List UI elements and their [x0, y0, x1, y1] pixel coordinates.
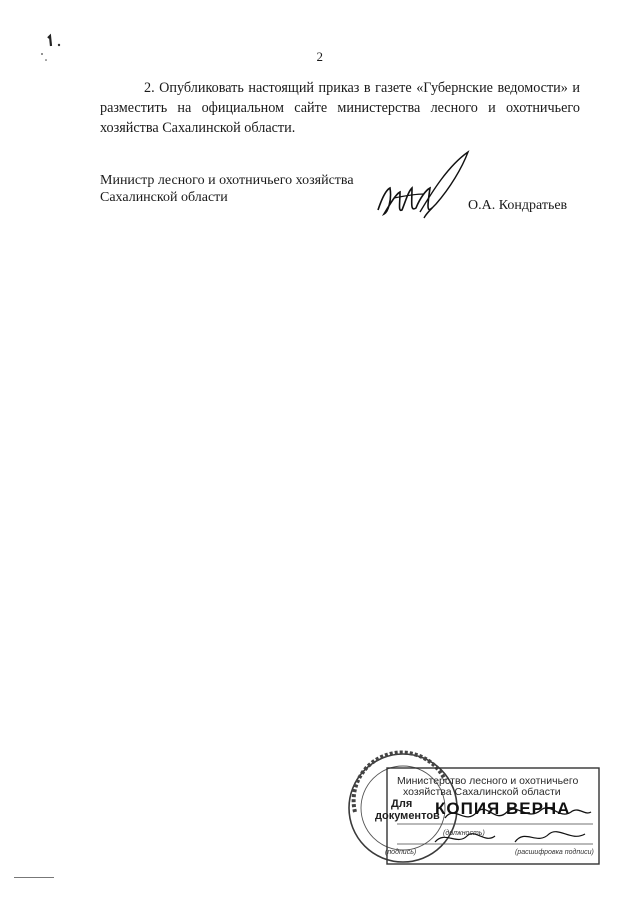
stamp-prefix-line1: Для: [391, 798, 413, 810]
stamp-caption-decoding: (расшифровка подписи): [515, 849, 594, 856]
handwritten-signature: [370, 148, 480, 234]
stamp-org-line1: Министерство лесного и охотничьего: [397, 775, 579, 787]
certified-copy-stamp: [345, 742, 605, 872]
paragraph-text: 2. Опубликовать настоящий приказ в газете «Губернские ведомости» и разместить на официальном сайте министерства лесного и охотничьего хозяйства Сахалинской области.: [100, 80, 580, 136]
paragraph-publish: [100, 78, 580, 138]
signatory-title-line1: Министр лесного и охотничьего хозяйства: [100, 173, 354, 188]
stamp-caption-position: (должность): [443, 830, 485, 837]
stamp-prefix-line2: документов: [375, 810, 440, 822]
signatory-name: О.А. Кондратьев: [468, 198, 568, 213]
stamp-title: КОПИЯ ВЕРНА: [435, 799, 571, 818]
stamp-org-line2: хозяйства Сахалинской области: [403, 786, 561, 798]
page-number: 2: [316, 49, 324, 64]
signatory-title-line2: Сахалинской области: [100, 190, 228, 205]
footer-rule: [14, 877, 54, 878]
stamp-caption-signature: (подпись): [385, 849, 417, 856]
signatory-title: [100, 172, 390, 206]
